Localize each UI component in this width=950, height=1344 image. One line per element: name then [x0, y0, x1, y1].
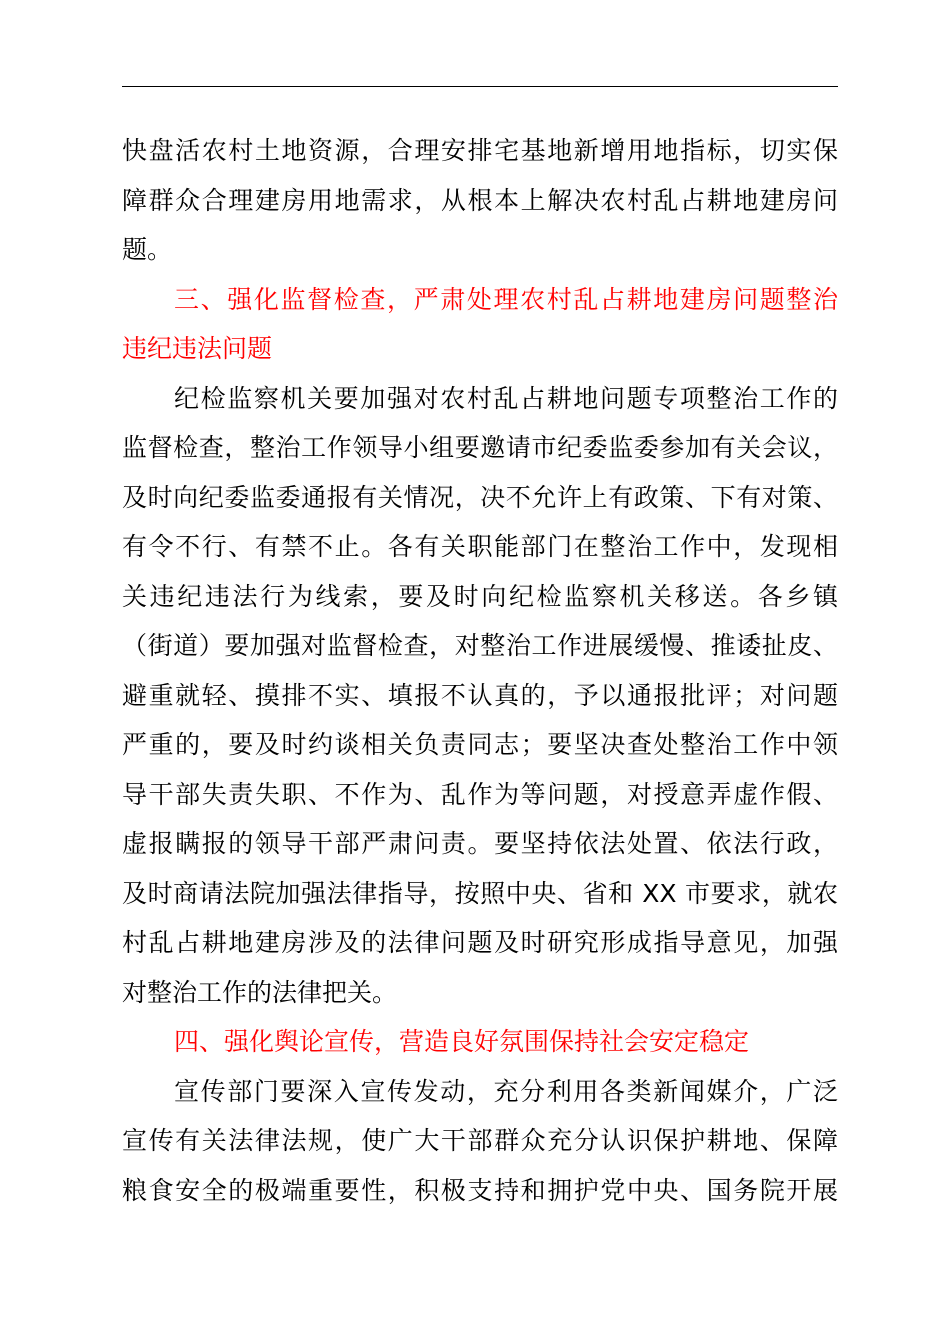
paragraph-body	[122, 374, 838, 1018]
text-line: 及时商请法院加强法律指导，按照中央、省和 XX 市要求，就农	[122, 878, 838, 908]
text-line: （街道）要加强对监督检查，对整治工作进展缓慢、推诿扯皮、	[122, 631, 838, 660]
heading-line: 四、强化舆论宣传，营造良好氛围保持社会安定稳定	[174, 1027, 750, 1056]
text-line: 宣传部门要深入宣传发动，充分利用各类新闻媒介，广泛	[174, 1076, 838, 1106]
text-line: 粮食安全的极端重要性，积极支持和拥护党中央、国务院开展	[122, 1175, 838, 1205]
heading-line: 三、强化监督检查，严肃处理农村乱占耕地建房问题整治	[174, 284, 838, 314]
section-heading-3	[122, 275, 838, 374]
header-rule	[122, 86, 838, 87]
text-line: 对整治工作的法律把关。	[122, 977, 398, 1007]
text-line: 村乱占耕地建房涉及的法律问题及时研究形成指导意见，加强	[122, 928, 838, 957]
text-line: 关违纪违法行为线索，要及时向纪检监察机关移送。各乡镇	[122, 581, 838, 611]
text-line: 宣传有关法律法规，使广大干部群众充分认识保护耕地、保障	[122, 1126, 838, 1155]
text-line: 纪检监察机关要加强对农村乱占耕地问题专项整治工作的	[174, 383, 838, 413]
text-line: 避重就轻、摸排不实、填报不认真的，予以通报批评；对问题	[122, 680, 838, 710]
text-line: 及时向纪委监委通报有关情况，决不允许上有政策、下有对策、	[122, 482, 838, 512]
text-line: 题。	[122, 235, 173, 264]
section-heading-4	[122, 1017, 838, 1067]
paragraph-body	[122, 1067, 838, 1216]
text-line: 虚报瞒报的领导干部严肃问责。要坚持依法处置、依法行政，	[122, 829, 838, 858]
text-line: 有令不行、有禁不止。各有关职能部门在整治工作中，发现相	[122, 532, 838, 561]
document-body	[122, 126, 838, 1215]
heading-line: 违纪违法问题	[122, 334, 273, 363]
text-line: 严重的，要及时约谈相关负责同志；要坚决查处整治工作中领	[122, 730, 838, 759]
text-line: 快盘活农村土地资源，合理安排宅基地新增用地指标，切实保	[122, 136, 838, 165]
text-line: 导干部失责失职、不作为、乱作为等问题，对授意弄虚作假、	[122, 779, 838, 809]
paragraph-body	[122, 126, 838, 275]
text-line: 监督检查，整治工作领导小组要邀请市纪委监委参加有关会议，	[122, 433, 838, 462]
text-line: 障群众合理建房用地需求，从根本上解决农村乱占耕地建房问	[122, 185, 838, 215]
